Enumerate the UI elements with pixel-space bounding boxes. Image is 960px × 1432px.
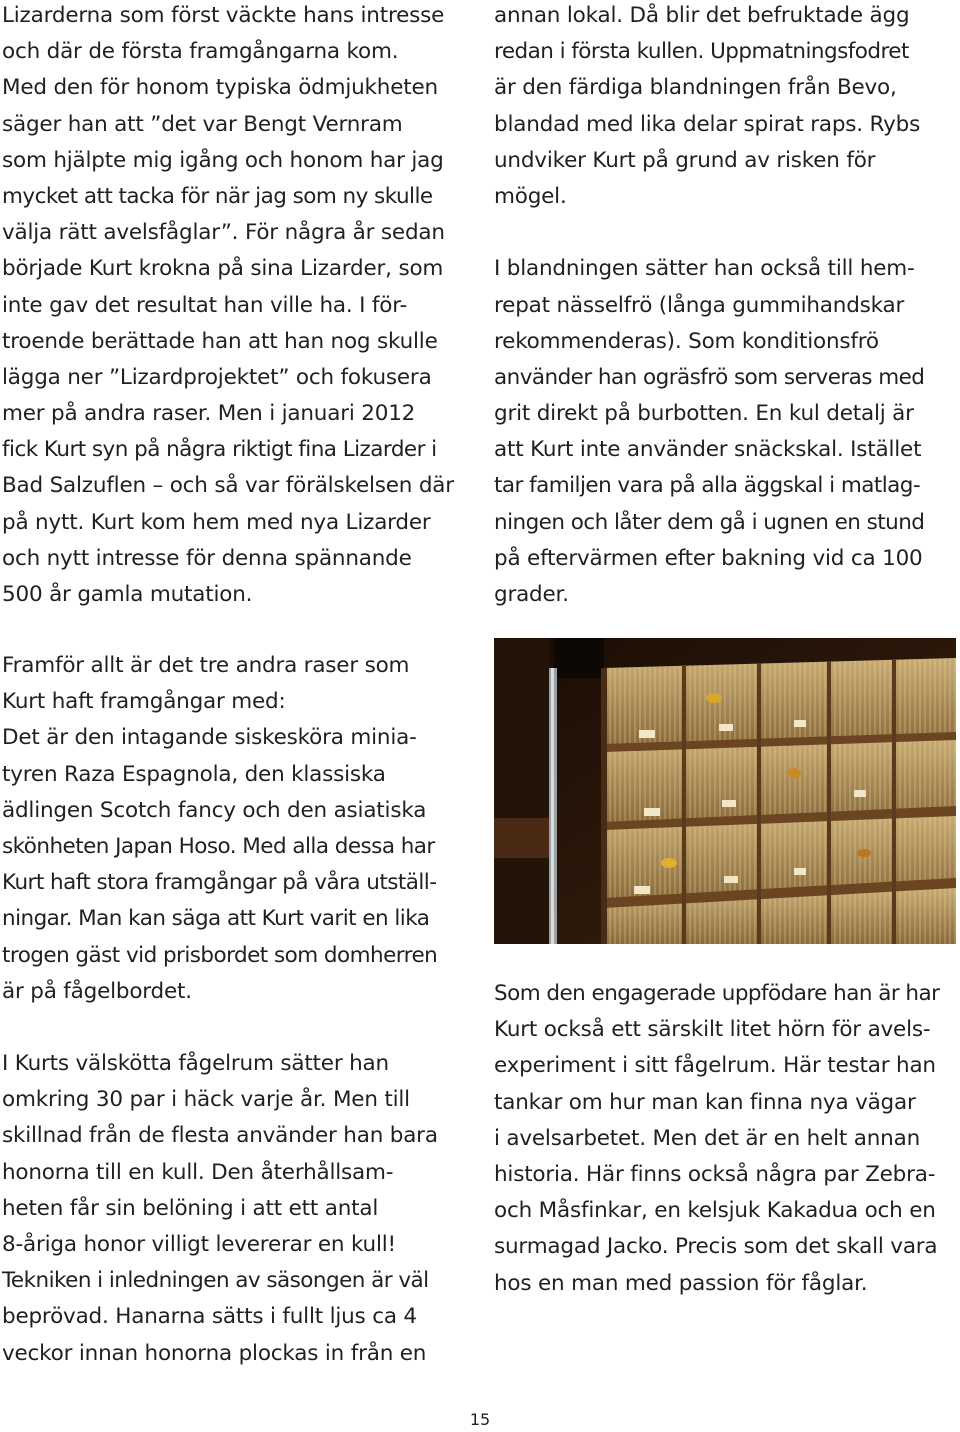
text-line: använder han ogräsfrö som serveras med	[494, 364, 925, 390]
text-line: Med den för honom typiska ödmjukheten	[2, 75, 438, 101]
text-line: som hjälpte mig igång och honom har jag	[2, 147, 444, 173]
text-line: är den färdiga blandningen från Bevo,	[494, 75, 897, 101]
text-line: på eftervärmen efter bakning vid ca 100	[494, 545, 923, 571]
text-line: Kurt också ett särskilt litet hörn för avels-	[494, 1017, 931, 1043]
text-line: att Kurt inte använder snäckskal. Istället	[494, 437, 922, 463]
text-line: tankar om hur man kan finna nya vägar	[494, 1089, 916, 1115]
left-column-paragraphs-2-3	[2, 648, 438, 1372]
text-line: honorna till en kull. Den återhållsam-	[2, 1159, 394, 1185]
text-line: ädlingen Scotch fancy och den asiatiska	[2, 797, 427, 823]
text-line: beprövad. Hanarna sätts i fullt ljus ca 4	[2, 1304, 417, 1330]
text-line: Kurt haft framgångar med:	[2, 689, 286, 715]
text-line: fick Kurt syn på några riktigt fina Lizarder i	[2, 437, 437, 463]
text-line: skönheten Japan Hoso. Med alla dessa har	[2, 833, 435, 859]
text-line: Kurt haft stora framgångar på våra utställ-	[2, 870, 437, 896]
text-line: och nytt intresse för denna spännande	[2, 545, 412, 571]
text-line: är på fågelbordet.	[2, 978, 192, 1004]
text-line: började Kurt krokna på sina Lizarder, som	[2, 256, 444, 282]
text-line: historia. Här finns också några par Zebra-	[494, 1161, 936, 1187]
paragraph-gap	[2, 1010, 438, 1046]
text-line: blandad med lika delar spirat raps. Rybs	[494, 111, 921, 137]
text-line: redan i första kullen. Uppmatningsfodret	[494, 39, 909, 65]
text-line: I blandningen sätter han också till hem-	[494, 256, 915, 282]
text-line: Lizarderna som först väckte hans intresse	[2, 3, 445, 28]
text-line: repat nässelfrö (långa gummihandskar	[494, 292, 905, 318]
text-line: Framför allt är det tre andra raser som	[2, 653, 410, 678]
text-line: annan lokal. Då blir det befruktade ägg	[494, 3, 910, 28]
text-line: rekommenderas). Som konditionsfrö	[494, 328, 879, 354]
text-line: mycket att tacka för när jag som ny skulle	[2, 183, 433, 209]
text-line: lägga ner ”Lizardprojektet” och fokusera	[2, 364, 432, 390]
text-line: ningar. Man kan säga att Kurt varit en lika	[2, 906, 430, 932]
text-line: mer på andra raser. Men i januari 2012	[2, 401, 416, 427]
text-line: tyren Raza Espagnola, den klassiska	[2, 761, 386, 787]
text-line: Som den engagerade uppfödare han är har	[494, 981, 940, 1006]
text-line: trogen gäst vid prisbordet som domherren	[2, 942, 438, 968]
text-line: surmagad Jacko. Precis som det skall vara	[494, 1234, 938, 1260]
text-line: undviker Kurt på grund av risken för	[494, 147, 876, 173]
text-line: och Måsfinkar, en kelsjuk Kakadua och en	[494, 1198, 936, 1224]
text-line: experiment i sitt fågelrum. Här testar han	[494, 1053, 936, 1079]
text-line: tar familjen vara på alla äggskal i matlag-	[494, 473, 921, 499]
text-line: Tekniken i inledningen av säsongen är väl	[2, 1268, 429, 1294]
text-line: inte gav det resultat han ville ha. I för-	[2, 292, 408, 318]
paragraph-gap	[494, 215, 924, 251]
text-line: och där de första framgångarna kom.	[2, 39, 399, 65]
text-line: Det är den intagande siskesköra minia-	[2, 725, 417, 751]
text-line: heten får sin belöning i att ett antal	[2, 1195, 379, 1221]
text-line: grader.	[494, 582, 569, 607]
text-line: i avelsarbetet. Men det är en helt annan	[494, 1125, 920, 1151]
text-line: veckor innan honorna plockas in från en	[2, 1340, 427, 1366]
right-column-paragraph-3	[494, 976, 939, 1302]
text-line: välja rätt avelsfåglar”. För några år sedan	[2, 220, 445, 246]
text-line: 500 år gamla mutation.	[2, 582, 253, 607]
text-line: Bad Salzuflen – och så var förälskelsen där	[2, 473, 454, 499]
text-line: mögel.	[494, 183, 567, 209]
text-line: säger han att ”det var Bengt Vernram	[2, 111, 403, 137]
page-number: 15	[469, 1410, 491, 1429]
text-line: I Kurts välskötta fågelrum sätter han	[2, 1051, 389, 1077]
text-line: hos en man med passion för fåglar.	[494, 1270, 868, 1296]
text-line: på nytt. Kurt kom hem med nya Lizarder	[2, 509, 431, 535]
right-column-paragraphs-1-2	[494, 0, 924, 613]
text-line: skillnad från de flesta använder han bara	[2, 1123, 438, 1149]
text-line: omkring 30 par i häck varje år. Men till	[2, 1087, 410, 1113]
left-column-paragraph-1	[2, 0, 454, 613]
text-line: grit direkt på burbotten. En kul detalj är	[494, 401, 914, 427]
bird-cages-photo	[494, 638, 956, 944]
text-line: troende berättade han att han nog skulle	[2, 328, 438, 354]
text-line: ningen och låter dem gå i ugnen en stund	[494, 509, 925, 535]
cage-rows	[604, 658, 956, 944]
text-line: 8-åriga honor villigt levererar en kull!	[2, 1232, 396, 1257]
